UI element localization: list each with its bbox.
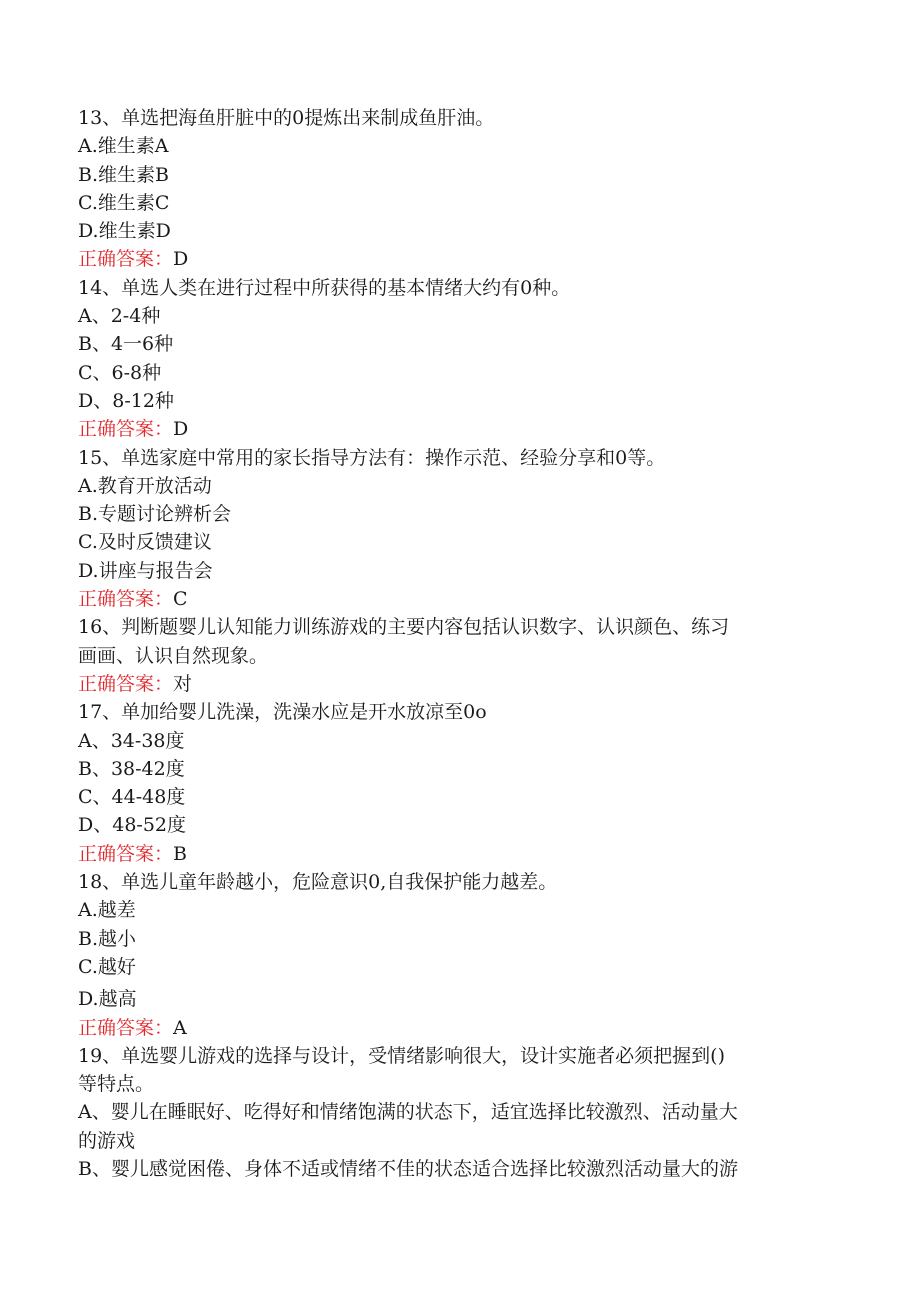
question-13-option-b: B.维生素B bbox=[78, 163, 169, 186]
question-13-option-c: C.维生素C bbox=[78, 191, 170, 214]
question-17-option-d: D、48-52度 bbox=[78, 814, 187, 837]
question-16-stem-line2: 画画、认识自然现象。 bbox=[78, 644, 269, 667]
question-19-stem-line1: 19、单选婴儿游戏的选择与设计，受情绪影响很大，设计实施者必须把握到() bbox=[78, 1044, 726, 1067]
answer-label: 正确答案： bbox=[78, 672, 174, 695]
answer-value: D bbox=[173, 248, 189, 271]
answer-label: 正确答案： bbox=[78, 842, 174, 865]
question-15-option-b: B.专题讨论辨析会 bbox=[78, 503, 232, 526]
question-18-answer bbox=[78, 1014, 838, 1042]
question-18-stem: 18、单选儿童年龄越小，危险意识0,自我保护能力越差。 bbox=[78, 871, 558, 894]
question-13-option-d: D.维生素D bbox=[78, 220, 171, 243]
question-19-stem-line2: 等特点。 bbox=[78, 1073, 155, 1096]
question-18-option-d: D.越高 bbox=[78, 988, 137, 1011]
question-14-answer bbox=[78, 415, 838, 443]
answer-value: C bbox=[173, 588, 188, 611]
question-16-stem-line1: 16、判断题婴儿认知能力训练游戏的主要内容包括认识数字、认识颜色、练习 bbox=[78, 616, 730, 639]
question-14-stem: 14、单选人类在进行过程中所获得的基本情绪大约有0种。 bbox=[78, 276, 571, 299]
question-14-option-b: B、4一6种 bbox=[78, 333, 174, 356]
question-17-option-c: C、44-48度 bbox=[78, 786, 186, 809]
question-15-option-d: D.讲座与报告会 bbox=[78, 559, 213, 582]
answer-label: 正确答案： bbox=[78, 588, 174, 611]
question-14-option-a: A、2-4种 bbox=[78, 305, 161, 328]
question-15-answer bbox=[78, 585, 838, 613]
answer-value: D bbox=[173, 418, 189, 441]
question-15-option-c: C.及时反馈建议 bbox=[78, 531, 212, 554]
question-18-option-c: C.越好 bbox=[78, 955, 136, 978]
question-18-option-b: B.越小 bbox=[78, 927, 137, 950]
answer-value: A bbox=[173, 1016, 187, 1039]
question-17-option-b: B、38-42度 bbox=[78, 757, 185, 780]
answer-label: 正确答案： bbox=[78, 248, 174, 271]
question-13-option-a: A.维生素A bbox=[78, 135, 169, 158]
question-19-option-a-line2: 的游戏 bbox=[78, 1129, 136, 1152]
question-18-option-a: A.越差 bbox=[78, 899, 136, 922]
question-19-option-b-line1: B、婴儿感觉困倦、身体不适或情绪不佳的状态适合选择比较激烈活动量大的游 bbox=[78, 1157, 738, 1180]
question-17-stem: 17、单加给婴儿洗澡，洗澡水应是开水放凉至0o bbox=[78, 701, 487, 724]
question-13-answer bbox=[78, 245, 838, 273]
question-15-option-a: A.教育开放活动 bbox=[78, 474, 212, 497]
question-19-option-a-line1: A、婴儿在睡眠好、吃得好和情绪饱满的状态下，适宜选择比较激烈、活动量大 bbox=[78, 1101, 738, 1124]
answer-label: 正确答案： bbox=[78, 1016, 174, 1039]
document-page bbox=[78, 104, 838, 1183]
question-16-answer bbox=[78, 670, 838, 698]
question-14-option-d: D、8-12种 bbox=[78, 389, 174, 412]
question-14-option-c: C、6-8种 bbox=[78, 361, 162, 384]
question-15-stem: 15、单选家庭中常用的家长指导方法有：操作示范、经验分享和0等。 bbox=[78, 446, 666, 469]
answer-value: B bbox=[173, 842, 187, 865]
answer-value: 对 bbox=[173, 672, 193, 695]
question-13-stem: 13、单选把海鱼肝脏中的0提炼出来制成鱼肝油。 bbox=[78, 107, 495, 129]
question-17-option-a: A、34-38度 bbox=[78, 729, 185, 752]
answer-label: 正确答案： bbox=[78, 418, 174, 441]
question-17-answer bbox=[78, 840, 838, 868]
